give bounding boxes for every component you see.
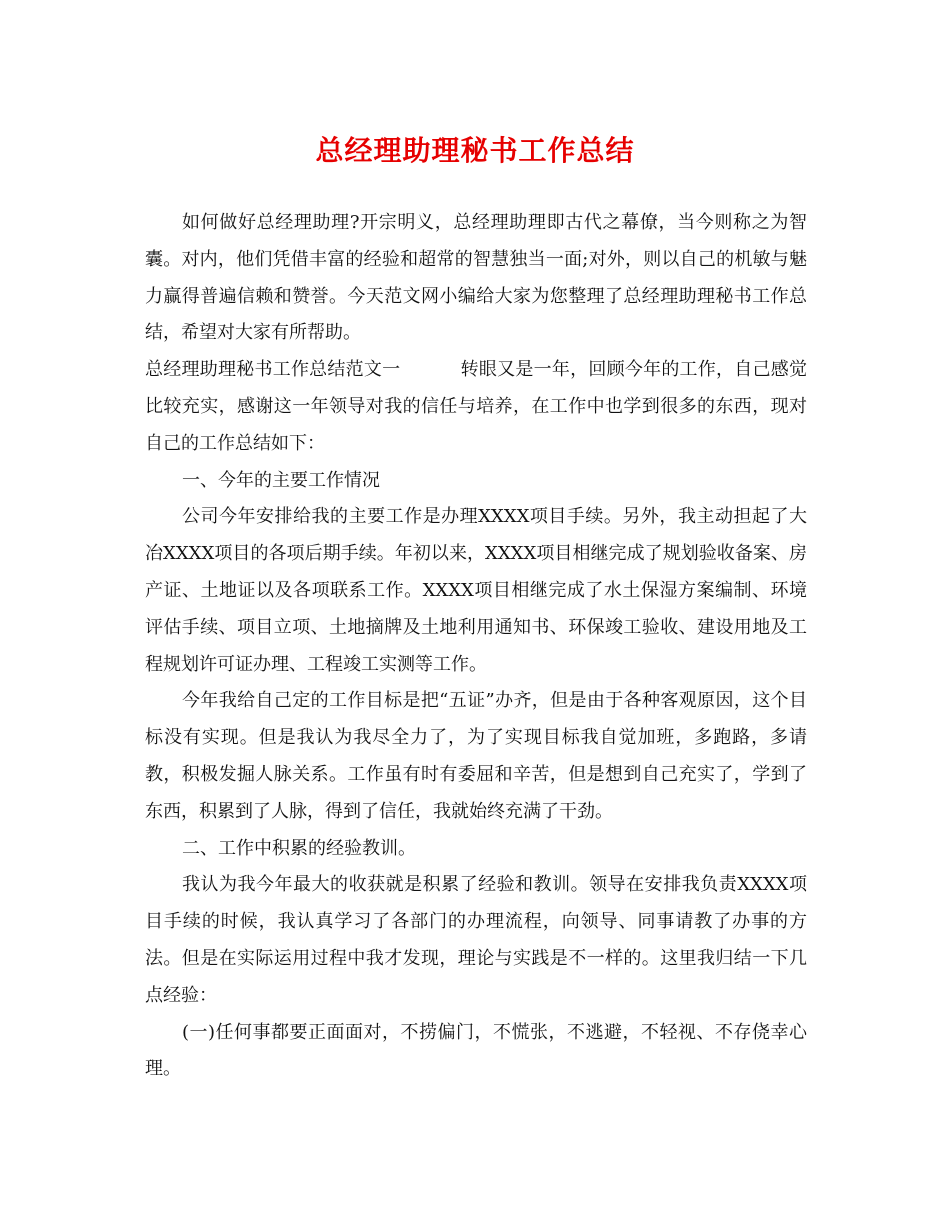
section1-paragraph-2: 今年我给自己定的工作目标是把“五证”办齐，但是由于各种客观原因，这个目标没有实现。但是我认为我尽全力了，为了实现目标我自觉加班，多跑路，多请教，积极发掘人脉关系。工作虽有时有委屈和辛苦，但是想到自己充实了，学到了东西，积累到了人脉，得到了信任，我就始终充满了干劲。 [145,690,807,822]
intro-paragraph: 如何做好总经理助理?开宗明义，总经理助理即古代之幕僚，当今则称之为智囊。对内，他们凭借丰富的经验和超常的智慧独当一面;对外，则以自己的机敏与魅力赢得普遍信赖和赞誉。今天范文网小编给大家为您整理了总经理助理秘书工作总结，希望对大家有所帮助。 [145,212,807,344]
sample-paragraph [145,352,807,462]
document-title: 总经理助理秘书工作总结 [315,134,635,167]
sample-heading: 总经理助理秘书工作总结范文一 [145,359,401,381]
document-body [145,205,807,1088]
section1-paragraph-1: 公司今年安排给我的主要工作是办理XXXX项目手续。另外，我主动担起了大冶XXXX项目的各项后期手续。年初以来，XXXX项目相继完成了规划验收备案、房产证、土地证以及各项联系工作。XXXX项目相继完成了水土保湿方案编制、环境评估手续、项目立项、土地摘牌及土地利用通知书、环保竣工验收、建设用地及工程规划许可证办理、工程竣工实测等工作。 [145,506,807,675]
section2-item-1: (一)任何事都要正面面对，不捞偏门，不慌张，不逃避，不轻视、不存侥幸心理。 [145,1021,807,1080]
section2-paragraph-1: 我认为我今年最大的收获就是积累了经验和教训。领导在安排我负责XXXX项目手续的时候，我认真学习了各部门的办理流程，向领导、同事请教了办事的方法。但是在实际运用过程中我才发现，理论与实践是不一样的。这里我归结一下几点经验： [145,874,807,1006]
sample-opening: 转眼又是一年，回顾今年的工作，自己感觉比较充实，感谢这一年领导对我的信任与培养，在工作中也学到很多的东西，现对自己的工作总结如下： [145,359,808,454]
section2-heading: 二、工作中积累的经验教训。 [182,837,416,859]
section1-heading: 一、今年的主要工作情况 [182,469,380,491]
